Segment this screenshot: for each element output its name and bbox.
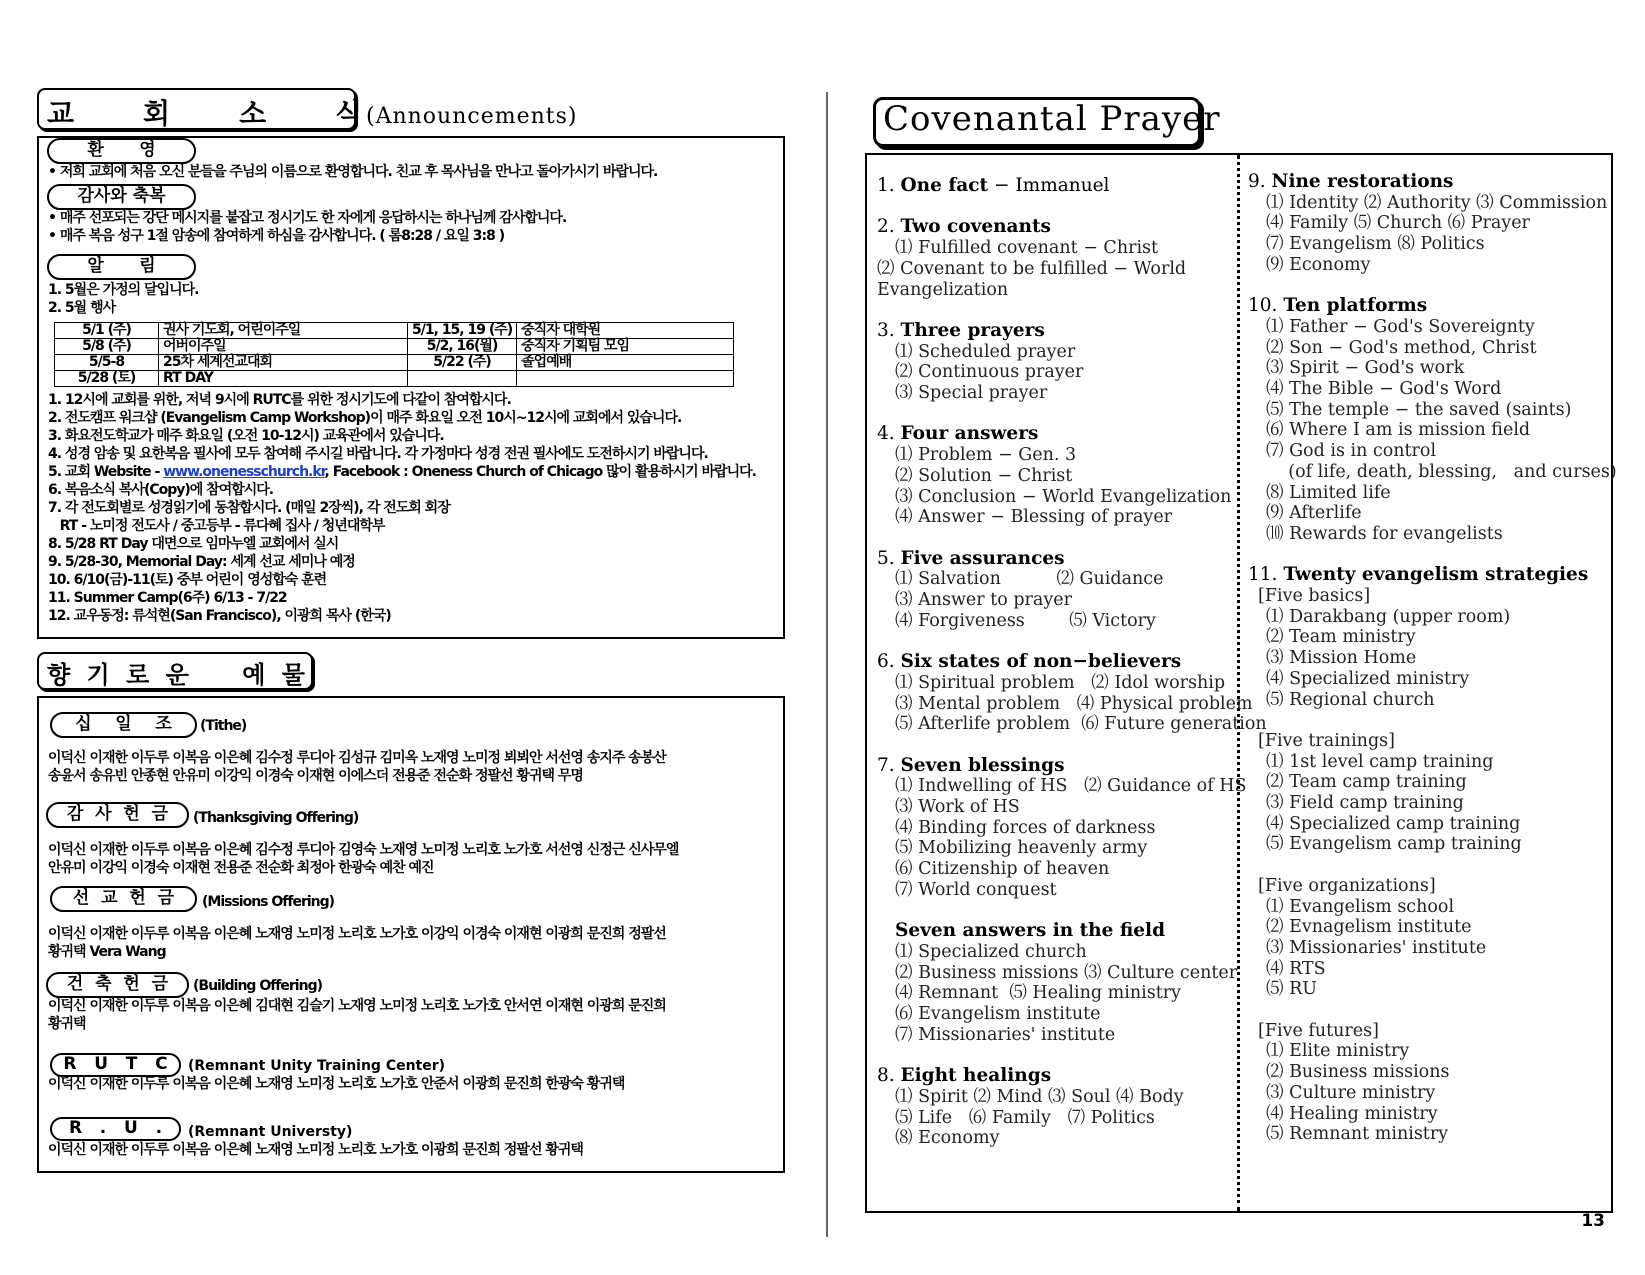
rutc-label-en: (Remnant Unity Training Center) [188, 1058, 446, 1074]
prayer-section-title [877, 549, 1231, 570]
prayer-item: ⑷ Specialized camp training [1266, 813, 1521, 834]
tithe-pill [50, 712, 197, 738]
prayer-item: ⑺ God is in control [1266, 441, 1437, 462]
thanksgiving-names-1: 이덕신 이재한 이두루 이복음 이은혜 김수정 루디아 김영숙 노재영 노미정 노리호 노가호 서선영 신정근 신사무엘 [48, 842, 679, 858]
section-title-text: Four answers [900, 423, 1039, 445]
prayer-item: ⑵ Business missions [1266, 1062, 1450, 1083]
prayer-item: ⑵ Solution − Christ [895, 465, 1073, 486]
prayer-item: ⑶ Work of HS [895, 797, 1020, 817]
event-date: 5/28 (토) [55, 371, 159, 387]
offerings-title: 향 기 로 운 예 물 [47, 661, 309, 689]
section-title-text: Nine restorations [1271, 171, 1454, 192]
prayer-section-title [877, 652, 1231, 673]
prayer-item: ⑴ Darakbang (upper room) [1266, 606, 1511, 627]
section-title-text: Eight healings [900, 1065, 1052, 1087]
thanksgiving-names-2: 안유미 이강익 이경숙 이재현 전용준 전순화 최정아 한광숙 예찬 예진 [48, 860, 434, 876]
event-date: 5/8 (주) [55, 339, 159, 355]
events-row [55, 355, 734, 371]
column-separator [1237, 155, 1240, 1211]
section-number: 8. [877, 1065, 901, 1087]
prayer-item: ⑶ Culture ministry [1266, 1082, 1436, 1103]
section-title-suffix: − Immanuel [988, 175, 1110, 196]
prayer-section [877, 176, 1231, 197]
event-name: 중직자 대학원 [517, 323, 734, 339]
event-name: 중직자 기획팀 모임 [517, 339, 734, 355]
prayer-item: ⑵ Son − God's method, Christ [1266, 337, 1537, 358]
notice-line-2: 2. 전도캠프 워크샵 (Evangelism Camp Workshop)이 매주 화요일 오전 10시~12시에 교회에서 있습니다. [48, 410, 682, 426]
prayer-item: ⑵ Team camp training [1266, 772, 1467, 793]
section-number: 11. [1248, 564, 1284, 586]
notice-line-12: 12. 교우동정: 류석현(San Francisco), 이광희 목사 (한국) [48, 608, 391, 624]
prayer-section [877, 920, 1238, 1045]
tithe-names-1: 이덕신 이재한 이두루 이복음 이은혜 김수정 루디아 김성규 김미옥 노재영 노미정 뵈뵈안 서선영 송지주 송봉산 [48, 750, 666, 766]
section-number: 2. [877, 216, 901, 238]
prayer-item: ⑴ Salvation ⑵ Guidance [895, 569, 1164, 590]
prayer-item: ⑴ Fulfilled covenant − Christ [895, 238, 1159, 259]
prayer-item: ⑷ Healing ministry [1266, 1103, 1438, 1124]
ru-names: 이덕신 이재한 이두루 이복음 이은혜 노재영 노미정 노리호 노가호 이광희 문진희 정팔선 황귀택 [48, 1142, 583, 1158]
notice-top-line-2: 2. 5월 행사 [48, 300, 116, 316]
prayer-item: ⑷ Remnant ⑸ Healing ministry [895, 983, 1181, 1004]
prayer-item: ⑷ The Bible − God's Word [1266, 379, 1502, 400]
announcements-title: 교 회 소 식 [47, 97, 369, 130]
thanksgiving-label: 감 사 헌 금 [66, 804, 169, 824]
prayer-item: ⑻ Economy [895, 1128, 1000, 1149]
section-number: 6. [877, 651, 901, 673]
building-label-en: (Building Offering) [193, 978, 322, 994]
section-title-text: Ten platforms [1283, 295, 1428, 317]
prayer-section-title [1248, 296, 1608, 317]
notice-line-5 [48, 464, 756, 481]
prayer-item: ⑶ Field camp training [1266, 793, 1464, 814]
notice-line-5-pre: 5. 교회 Website - [48, 464, 164, 480]
section-title-text: Five assurances [900, 547, 1065, 569]
prayer-item: ⑷ Specialized ministry [1266, 668, 1470, 689]
event-name: 졸업예배 [517, 355, 734, 371]
prayer-item: ⑶ Spirit − God's work [1266, 358, 1465, 379]
prayer-section [877, 549, 1231, 632]
prayer-section-title [877, 756, 1231, 777]
welcome-label: 환 영 [87, 140, 156, 160]
prayer-section [877, 1066, 1231, 1149]
prayer-subheading: [Five trainings] [1258, 730, 1395, 751]
prayer-section-title [877, 921, 1231, 942]
prayer-item: ⑶ Conclusion − World Evangelization [895, 486, 1232, 507]
prayer-subheading: [Five futures] [1258, 1020, 1379, 1041]
welcome-pill [47, 138, 196, 164]
ru-label: R . U . [68, 1118, 163, 1138]
section-number: 1. [877, 175, 901, 196]
offerings-title-box [37, 652, 313, 690]
notice-pill [47, 254, 196, 280]
notice-line-8: 8. 5/28 RT Day 대면으로 임마누엘 교회에서 실시 [48, 536, 339, 552]
church-website-link[interactable]: www.onenesschurch.kr [163, 464, 325, 480]
prayer-item: ⑷ Answer − Blessing of prayer [895, 507, 1173, 528]
missions-names-2: 황귀택 Vera Wang [48, 944, 166, 960]
page-number: 13 [1581, 1211, 1605, 1231]
prayer-item: ⑼ Afterlife [1266, 503, 1362, 524]
welcome-line: • 저희 교회에 처음 오신 분들을 주님의 이름으로 환영합니다. 친교 후 목사님을 만나고 돌아가시기 바랍니다. [48, 164, 658, 180]
prayer-item: ⑸ Mobilizing heavenly army [895, 838, 1148, 859]
prayer-item: ⑴ Indwelling of HS ⑵ Guidance of HS [895, 776, 1247, 797]
section-title-text: Twenty evangelism strategies [1283, 564, 1589, 586]
prayer-section [877, 217, 1231, 300]
prayer-item: ⑵ Business missions ⑶ Culture center [895, 962, 1238, 983]
thanks-pill [47, 184, 196, 210]
prayer-item: ⑸ Life ⑹ Family ⑺ Politics [895, 1107, 1155, 1128]
rutc-names: 이덕신 이재한 이두루 이복음 이은혜 노재영 노미정 노리호 노가호 안준서 이광희 문진희 한광숙 황귀택 [48, 1076, 625, 1092]
building-label: 건 축 헌 금 [66, 974, 169, 994]
notice-line-4: 4. 성경 암송 및 요한복음 필사에 모두 참여해 주시길 바랍니다. 각 가정마다 성경 전권 필사에도 도전하시기 바랍니다. [48, 446, 708, 462]
prayer-item: ⑴ Problem − Gen. 3 [895, 445, 1077, 466]
prayer-section-title [877, 176, 1231, 197]
prayer-item: ⑴ Identity ⑵ Authority ⑶ Commission [1266, 192, 1608, 213]
missions-label: 선 교 헌 금 [72, 888, 175, 908]
prayer-item: ⑴ Spiritual problem ⑵ Idol worship [895, 672, 1226, 693]
prayer-section [1248, 172, 1608, 276]
prayer-section [1248, 295, 1617, 544]
rutc-label: R U T C [63, 1054, 168, 1074]
prayer-subheading: [Five organizations] [1258, 875, 1436, 896]
notice-line-9: 9. 5/28-30, Memorial Day: 세계 선교 세미나 예정 [48, 554, 355, 570]
prayer-item: ⑴ Father − God's Sovereignty [1266, 316, 1535, 337]
event-name [517, 371, 734, 387]
prayer-section [877, 321, 1231, 404]
thanks-label: 감사와 축복 [77, 186, 166, 206]
building-names-1: 이덕신 이재한 이두루 이복음 이은혜 김대현 김슬기 노재영 노미정 노리호 노가호 안서연 이재현 이광희 문진희 [48, 998, 666, 1014]
rutc-pill [50, 1053, 181, 1077]
prayer-section-title [877, 424, 1231, 445]
notice-line-7: 7. 각 전도회별로 성경읽기에 동참합시다. (매일 2장씩), 각 전도회 회장 [48, 500, 450, 516]
missions-label-en: (Missions Offering) [202, 894, 335, 910]
notice-line-11: 11. Summer Camp(6주) 6/13 - 7/22 [48, 590, 287, 606]
prayer-item: ⑺ Evangelism ⑻ Politics [1266, 234, 1485, 255]
event-date: 5/1, 15, 19 (주) [408, 323, 517, 339]
events-row [55, 323, 734, 339]
building-pill [46, 972, 189, 998]
prayer-section [877, 651, 1267, 735]
section-title-text: Seven blessings [900, 754, 1065, 776]
event-date: 5/22 (주) [408, 355, 517, 371]
section-title-text: Three prayers [900, 319, 1045, 341]
missions-names-1: 이덕신 이재한 이두루 이복음 이은혜 노재영 노미정 노리호 노가호 이강익 이경숙 이재현 이광희 문진희 정팔선 [48, 926, 666, 942]
ru-label-en: (Remnant Universty) [188, 1124, 353, 1140]
event-date: 5/5-8 [55, 355, 159, 371]
prayer-section [877, 424, 1231, 528]
event-name: 권사 기도회, 어린이주일 [159, 323, 408, 339]
prayer-item: ⑷ Forgiveness ⑸ Victory [895, 610, 1156, 631]
prayer-item: ⑺ World conquest [895, 879, 1057, 900]
prayer-item: ⑽ Rewards for evangelists [1266, 523, 1503, 544]
prayer-item: ⑵ Evnagelism institute [1266, 917, 1472, 938]
thanks-line-1: • 매주 선포되는 강단 메시지를 붙잡고 정시기도 한 자에게 응답하시는 하나님께 감사합니다. [48, 210, 567, 226]
event-name: RT DAY [159, 371, 408, 387]
prayer-right-column [1248, 171, 1617, 1145]
notice-top-line-1: 1. 5월은 가정의 달입니다. [48, 282, 199, 298]
section-number: 7. [877, 754, 901, 776]
prayer-item: ⑸ The temple − the saved (saints) [1266, 399, 1572, 420]
notice-line-7b: RT - 노미정 전도사 / 중고등부 - 류다혜 집사 / 청년대학부 [48, 518, 385, 534]
missions-pill [50, 886, 197, 912]
thanks-line-2: • 매주 복음 성구 1절 암송에 참여하게 하심을 감사합니다. ( 롬8:28 / 요일 3:8 ) [48, 228, 505, 244]
prayer-item: (of life, death, blessing, and curses) [1266, 461, 1617, 482]
prayer-item: ⑹ Where I am is mission field [1266, 420, 1531, 441]
notice-line-1: 1. 12시에 교회를 위한, 저녁 9시에 RUTC를 위한 정시기도에 다같이 참여합시다. [48, 392, 511, 408]
thanksgiving-label-en: (Thanksgiving Offering) [193, 810, 359, 826]
ru-pill [50, 1117, 181, 1141]
prayer-item: ⑷ Binding forces of darkness [895, 817, 1156, 838]
section-title-text: Seven answers in the field [895, 920, 1166, 942]
prayer-section-title [1248, 172, 1608, 193]
events-row [55, 371, 734, 387]
events-row [55, 339, 734, 355]
section-number: 3. [877, 319, 901, 341]
prayer-item: ⑴ Specialized church [895, 941, 1087, 962]
section-number: 10. [1248, 295, 1284, 317]
prayer-section-title [1248, 565, 1608, 586]
announcements-title-box [37, 88, 369, 130]
prayer-item: ⑶ Special prayer [895, 383, 1048, 403]
event-name: 어버이주일 [159, 339, 408, 355]
prayer-section-title [877, 217, 1231, 238]
notice-line-3: 3. 화요전도학교가 매주 화요일 (오전 10-12시) 교육관에서 있습니다. [48, 428, 444, 444]
prayer-item: ⑹ Evangelism institute [895, 1004, 1101, 1025]
prayer-title: Covenantal Prayer [883, 99, 1221, 139]
section-number: 4. [877, 423, 901, 445]
section-title-text: One fact [900, 175, 989, 196]
tithe-label-en: (Tithe) [200, 718, 247, 734]
prayer-item: ⑻ Limited life [1266, 482, 1391, 503]
thanksgiving-pill [46, 802, 189, 828]
prayer-item: ⑷ RTS [1266, 958, 1326, 979]
tithe-names-2: 송윤서 송유빈 안종현 안유미 이강익 이경숙 이재현 이에스더 전용준 전순화 정팔선 황귀택 무명 [48, 768, 583, 784]
announcements-title-en: (Announcements) [366, 104, 578, 129]
prayer-section [1248, 565, 1608, 1145]
prayer-item: ⑶ Answer to prayer [895, 590, 1072, 610]
notice-line-6: 6. 복음소식 복사(Copy)에 참여합시다. [48, 482, 274, 498]
building-names-2: 황귀택 [48, 1016, 86, 1032]
notice-label: 알 림 [87, 256, 156, 276]
section-number: 5. [877, 547, 901, 569]
prayer-item: ⑹ Citizenship of heaven [895, 859, 1110, 880]
prayer-section [877, 754, 1247, 901]
prayer-item: ⑵ Team ministry [1266, 627, 1416, 648]
prayer-item: ⑴ Evangelism school [1266, 896, 1455, 917]
prayer-item: ⑶ Mission Home [1266, 648, 1417, 669]
page-divider [826, 92, 828, 1237]
prayer-item: ⑴ 1st level camp training [1266, 751, 1494, 772]
prayer-item: ⑵ Continuous prayer [895, 362, 1084, 383]
prayer-item: ⑶ Mental problem ⑷ Physical problem [895, 693, 1253, 714]
prayer-subheading: [Five basics] [1258, 586, 1371, 607]
prayer-item: ⑸ RU [1266, 979, 1317, 1000]
prayer-item: ⑺ Missionaries' institute [895, 1024, 1116, 1045]
prayer-item: ⑸ Remnant ministry [1266, 1124, 1449, 1145]
prayer-item: ⑶ Missionaries' institute [1266, 937, 1487, 958]
event-date: 5/2, 16(월) [408, 339, 517, 355]
notice-line-5-post: , Facebook : Oneness Church of Chicago 많이 활용하시기 바랍니다. [324, 464, 756, 480]
prayer-title-box [873, 97, 1221, 147]
prayer-item: ⑸ Regional church [1266, 689, 1435, 710]
prayer-item: ⑸ Afterlife problem ⑹ Future generation [895, 714, 1267, 735]
prayer-section-title [877, 1066, 1231, 1087]
prayer-item: ⑷ Family ⑸ Church ⑹ Prayer [1266, 213, 1530, 234]
section-number: 9. [1248, 171, 1272, 192]
notice-line-10: 10. 6/10(금)-11(토) 중부 어린이 영성합숙 훈련 [48, 572, 327, 588]
prayer-section-title [877, 321, 1231, 342]
section-title-text: Two covenants [900, 216, 1051, 238]
prayer-item: ⑴ Scheduled prayer [895, 341, 1076, 362]
prayer-item: ⑸ Evangelism camp training [1266, 834, 1522, 855]
tithe-label: 십 일 조 [75, 714, 172, 734]
event-date [408, 371, 517, 387]
event-date: 5/1 (주) [55, 323, 159, 339]
prayer-item: ⑵ Covenant to be fulfilled − World Evangelization [877, 258, 1187, 300]
prayer-item: ⑴ Elite ministry [1266, 1041, 1410, 1062]
prayer-item: ⑼ Economy [1266, 254, 1371, 275]
events-table [54, 322, 734, 387]
section-title-text: Six states of non−believers [900, 651, 1182, 673]
prayer-item: ⑴ Spirit ⑵ Mind ⑶ Soul ⑷ Body [895, 1086, 1184, 1107]
event-name: 25차 세계선교대회 [159, 355, 408, 371]
